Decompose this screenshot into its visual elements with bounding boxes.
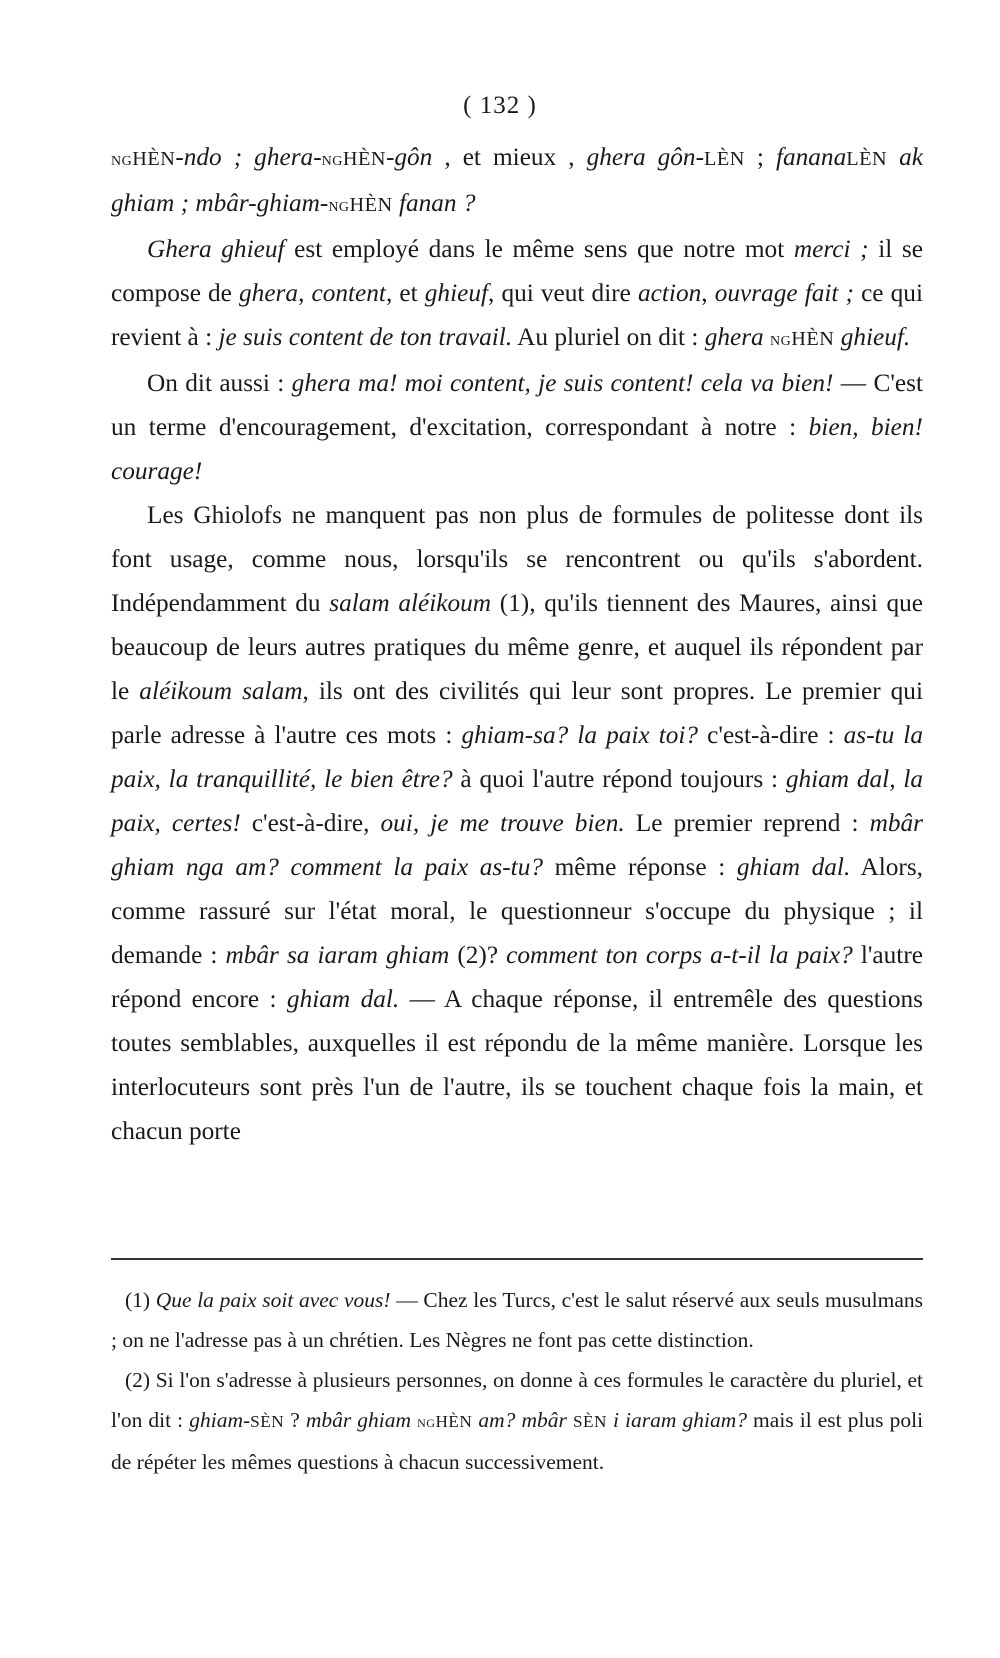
italic-run: Que la paix soit avec vous!: [155, 1288, 391, 1312]
text-run: (1), qu'ils tiennent des Maures, ainsi que beaucoup de leurs autres pratiques du même genre, et auquel ils répondent par le: [111, 589, 923, 705]
text-run: mais il est plus poli de répéter les mêmes questions à chacun successivement.: [111, 1408, 924, 1474]
italic-run: fanan ?: [398, 189, 476, 217]
italic-run: action: [638, 279, 702, 307]
italic-run: content: [311, 279, 386, 307]
italic-run: mbâr ghiam: [305, 1408, 412, 1432]
text-run: l'autre répond encore :: [111, 941, 923, 1013]
italic-run: ghera: [239, 279, 299, 307]
italic-run: ghera ma! moi content, je suis content! cela va bien!: [291, 369, 834, 397]
text-run: est employé dans le même sens que notre mot: [284, 235, 794, 263]
italic-run: oui, je me trouve bien.: [380, 809, 625, 837]
text-run: il se compose de: [111, 235, 923, 307]
paragraph-3: [111, 361, 923, 493]
small-caps-run: LÈN: [704, 148, 745, 170]
text-run: — A chaque réponse, il entremêle des questions toutes semblables, auxquelles il est répondu de la même manière. Lorsque les interlocuteurs sont près l'un de l'autre, ils se touchent chaque fois la main, et chacun porte: [111, 985, 923, 1145]
footnotes: [111, 1280, 923, 1482]
italic-run: mbâr: [521, 1408, 567, 1432]
italic-run: ndo ; ghera-: [183, 143, 322, 171]
italic-run: merci ;: [793, 235, 869, 263]
small-caps-run: SÈN: [250, 1412, 285, 1431]
small-caps-run: SÈN: [572, 1412, 607, 1431]
paragraph-4: [111, 493, 923, 1153]
italic-run: ghera: [704, 323, 764, 351]
small-caps-run: LÈN: [846, 148, 888, 170]
italic-run: i iaram ghiam?: [613, 1408, 747, 1432]
text-run: -: [175, 143, 184, 171]
text-run: , et: [385, 279, 425, 307]
italic-run: fanana: [775, 143, 847, 171]
italic-run: mbâr sa iaram ghiam: [225, 941, 450, 969]
text-run: On dit aussi :: [147, 369, 292, 397]
italic-run: comment ton corps a-t-il la paix?: [506, 941, 853, 969]
italic-run: ghiam dal, la paix, certes!: [111, 765, 923, 837]
italic-run: ghieuf: [424, 279, 489, 307]
text-run: -: [385, 143, 395, 171]
small-caps-run: ngHÈN: [111, 148, 176, 170]
small-caps-run: ngHÈN: [417, 1412, 473, 1431]
text-run: ce qui revient à :: [111, 279, 923, 351]
footnote-1: [111, 1280, 923, 1360]
italic-run: ghiam-sa? la paix toi?: [461, 721, 699, 749]
footnote-2: [111, 1360, 923, 1482]
italic-run: mbâr ghiam nga am? comment la paix as-tu?: [111, 809, 923, 881]
text-run: Alors, comme rassuré sur l'état moral, le questionneur s'occupe du physique ; il demande :: [111, 853, 923, 969]
text-run: , et mieux ,: [432, 143, 587, 171]
paragraph-1: [111, 135, 923, 227]
text-run: c'est-à-dire :: [698, 721, 844, 749]
text-run: , ils ont des civilités qui leur sont propres. Le premier qui parle adresse à l'autre ces mots :: [111, 677, 923, 749]
text-run: , qui veut dire: [488, 279, 639, 307]
small-caps-run: ngHÈN: [328, 194, 393, 216]
italic-run: ouvrage fait ;: [714, 279, 854, 307]
text-run: à quoi l'autre répond toujours :: [452, 765, 786, 793]
italic-run: Ghera ghieuf: [147, 235, 285, 263]
italic-run: ak ghiam ; mbâr-ghiam-: [111, 143, 923, 217]
main-text: [111, 135, 923, 1153]
italic-run: aléikoum salam: [139, 677, 303, 705]
italic-run: ghera gôn-: [586, 143, 705, 171]
text-run: [887, 143, 899, 171]
text-run: ,: [701, 279, 715, 307]
paragraph-2: [111, 227, 923, 361]
page-number: ( 132 ): [463, 92, 537, 119]
italic-run: am?: [478, 1408, 516, 1432]
text-run: même réponse :: [543, 853, 737, 881]
text-run: c'est-à-dire,: [240, 809, 381, 837]
italic-run: as-tu la paix, la tranquillité, le bien être?: [111, 721, 923, 793]
italic-run: salam aléikoum: [329, 589, 492, 617]
text-run: Au pluriel on dit :: [512, 323, 705, 351]
italic-run: bien, bien! courage!: [111, 413, 923, 485]
text-run: — Chez les Turcs, c'est le salut réservé aux seuls musulmans ; on ne l'adresse pas à un chrétien. Les Nègres ne font pas cette distinction.: [111, 1288, 923, 1352]
text-run: ;: [744, 143, 776, 171]
text-run: (2)?: [449, 941, 507, 969]
italic-run: ghieuf.: [840, 323, 911, 351]
text-run: ?: [284, 1408, 306, 1432]
text-run: Le premier reprend :: [624, 809, 870, 837]
text-run: (2) Si l'on s'adresse à plusieurs personnes, on donne à ces formules le caractère du pluriel, et l'on dit :: [111, 1368, 923, 1432]
text-run: (1): [125, 1288, 156, 1312]
small-caps-run: ngHÈN: [770, 328, 835, 350]
italic-run: ghiam dal.: [736, 853, 851, 881]
text-run: ,: [298, 279, 312, 307]
text-run: Les Ghiolofs ne manquent pas non plus de formules de politesse dont ils font usage, comme nous, lorsqu'ils se rencontrent ou qu'ils s'abordent. Indépendamment du: [111, 501, 923, 617]
italic-run: gôn: [394, 143, 433, 171]
text-run: — C'est un terme d'encouragement, d'excitation, correspondant à notre :: [111, 369, 923, 441]
italic-run: je suis content de ton travail.: [218, 323, 513, 351]
small-caps-run: ngHÈN: [321, 148, 386, 170]
footnote-divider: [111, 1258, 923, 1260]
italic-run: ghiam-: [189, 1408, 251, 1432]
italic-run: ghiam dal.: [286, 985, 400, 1013]
